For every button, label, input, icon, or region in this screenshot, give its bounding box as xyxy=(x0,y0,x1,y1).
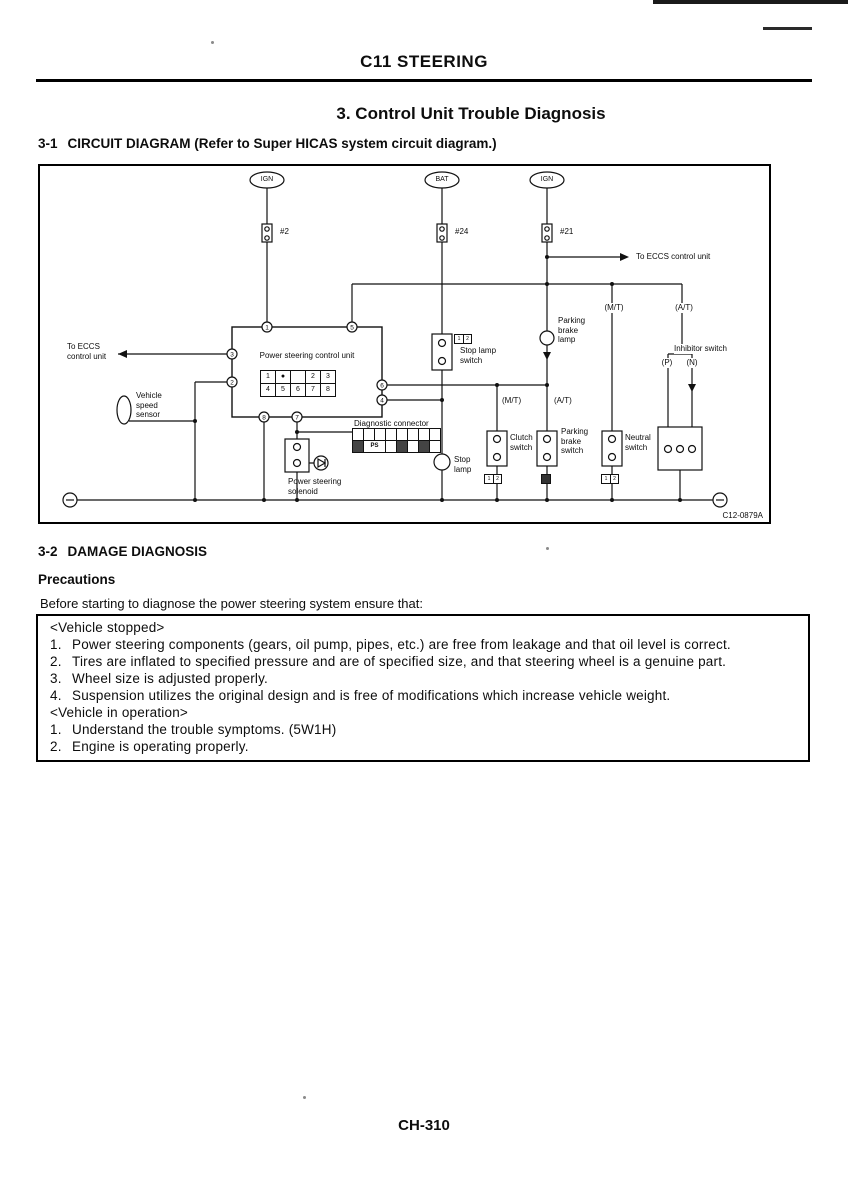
diagnostic-connector-cell xyxy=(419,441,430,453)
clutch-switch-label: Clutch switch xyxy=(510,433,533,452)
section-number: 3-2 xyxy=(38,544,58,559)
bat-label: BAT xyxy=(435,176,449,183)
svg-text:6: 6 xyxy=(380,382,384,390)
vehicle-speed-sensor-label: Vehicle speed sensor xyxy=(136,391,162,419)
connector-icon xyxy=(601,474,619,484)
list-item xyxy=(46,653,800,670)
item-text: Suspension utilizes the original design and is free of modifications which increase vehicle weight. xyxy=(72,688,671,703)
svg-text:7: 7 xyxy=(295,414,299,422)
fuse-label: #21 xyxy=(560,227,574,236)
scan-artifact xyxy=(763,27,812,30)
item-number: 1. xyxy=(50,637,62,652)
item-text: Power steering components (gears, oil pump, pipes, etc.) are free from leakage and that oil level is correct. xyxy=(72,637,731,652)
chapter-title: 3. Control Unit Trouble Diagnosis xyxy=(336,104,606,123)
to-eccs-right-label: To ECCS control unit xyxy=(636,252,711,261)
svg-text:4: 4 xyxy=(380,397,384,405)
circuit-wires-graphic xyxy=(40,166,769,522)
section-number: 3-1 xyxy=(38,136,58,151)
terminal-cell xyxy=(291,371,306,384)
svg-text:5: 5 xyxy=(350,324,354,332)
arrowheads xyxy=(118,253,696,392)
diagnostic-connector-cell xyxy=(353,429,364,441)
terminal-cell: 8 xyxy=(321,384,336,397)
diagnostic-connector-cell xyxy=(375,429,386,441)
to-eccs-left-label: To ECCS control unit xyxy=(67,342,107,361)
item-number: 3. xyxy=(50,671,62,686)
item-number: 2. xyxy=(50,654,62,669)
item-text: Engine is operating properly. xyxy=(72,739,249,754)
control-unit-label: Power steering control unit xyxy=(259,351,355,360)
mt-label: (M/T) xyxy=(596,303,632,313)
list-item xyxy=(46,738,800,755)
diagnostic-connector-cell xyxy=(419,429,430,441)
terminal-cell: 6 xyxy=(291,384,306,397)
item-number: 4. xyxy=(50,688,62,703)
inhibitor-p-label: (P) xyxy=(654,358,680,368)
precautions-heading: Precautions xyxy=(38,572,116,587)
diagnostic-connector-cell xyxy=(430,441,441,453)
terminal-cell: 3 xyxy=(321,371,336,384)
diagnostic-connector-cell xyxy=(353,441,364,453)
vehicle-speed-sensor-symbol xyxy=(117,396,131,424)
clutch-switch-symbol xyxy=(487,431,507,466)
diagnostic-connector-ps-cell: PS xyxy=(364,441,386,453)
mt-label: (M/T) xyxy=(502,396,522,405)
precautions-box xyxy=(36,614,810,762)
item-number: 1. xyxy=(50,722,62,737)
connector-pin: 2 xyxy=(493,475,501,483)
stop-lamp-switch-symbol xyxy=(432,334,452,370)
diagnostic-connector-cell xyxy=(386,429,397,441)
connector-icon xyxy=(454,334,472,344)
arrow-to-eccs-right xyxy=(620,253,629,261)
svg-text:1: 1 xyxy=(265,324,269,332)
section-heading-3-2 xyxy=(38,544,207,559)
item-text: Tires are inflated to specified pressure and are of specified size, and that steering wheel is a genuine part. xyxy=(72,654,727,669)
diagnostic-connector-cell xyxy=(408,429,419,441)
parking-brake-switch-label: Parking brake switch xyxy=(561,427,589,455)
page-header-title: C11 STEERING xyxy=(360,52,488,71)
item-text: Understand the trouble symptoms. (5W1H) xyxy=(72,722,337,737)
fuse-label: #24 xyxy=(455,227,469,236)
terminal-cell: ● xyxy=(276,371,291,384)
power-steering-solenoid-label: Power steering solenoid xyxy=(288,477,342,496)
scan-speck xyxy=(211,41,214,44)
fuse-label: #2 xyxy=(280,227,289,236)
parking-brake-lamp-symbol xyxy=(540,331,554,345)
section-title: CIRCUIT DIAGRAM (Refer to Super HICAS system circuit diagram.) xyxy=(67,136,497,151)
svg-text:3: 3 xyxy=(230,351,234,359)
circuit-diagram xyxy=(38,164,771,524)
arrow-to-eccs-left xyxy=(118,350,127,358)
scan-speck xyxy=(546,547,549,550)
diagnostic-connector-cell xyxy=(397,441,408,453)
group-title-vehicle-in-operation: <Vehicle in operation> xyxy=(50,705,189,720)
page-number: CH-310 xyxy=(398,1117,450,1134)
section-title: DAMAGE DIAGNOSIS xyxy=(67,544,208,559)
scan-speck xyxy=(303,1096,306,1099)
connector-pin: 2 xyxy=(610,475,618,483)
parking-brake-switch-symbol xyxy=(537,431,557,466)
diagnostic-connector-cell xyxy=(386,441,397,453)
header-rule xyxy=(36,79,812,82)
group-title-vehicle-stopped: <Vehicle stopped> xyxy=(50,620,165,635)
stop-lamp-switch-label: Stop lamp switch xyxy=(460,346,497,365)
neutral-switch-label: Neutral switch xyxy=(625,433,651,452)
inhibitor-n-label: (N) xyxy=(679,358,705,368)
connector-pin: 2 xyxy=(463,335,471,343)
at-label: (A/T) xyxy=(666,303,702,313)
connector-icon xyxy=(541,474,551,484)
terminal-cell: 4 xyxy=(261,384,276,397)
parking-brake-lamp-label: Parking brake lamp xyxy=(558,316,586,344)
svg-text:8: 8 xyxy=(262,414,266,422)
precautions-intro: Before starting to diagnose the power steering system ensure that: xyxy=(40,596,423,611)
diagnostic-connector xyxy=(352,428,441,453)
item-text: Wheel size is adjusted properly. xyxy=(72,671,268,686)
terminal-cell: 1 xyxy=(261,371,276,384)
connector-icon xyxy=(484,474,502,484)
inhibitor-switch-label: Inhibitor switch xyxy=(674,344,727,353)
diagnostic-connector-cell xyxy=(397,429,408,441)
list-item xyxy=(46,687,800,704)
item-number: 2. xyxy=(50,739,62,754)
diagnostic-connector-label: Diagnostic connector xyxy=(354,419,429,428)
section-heading-3-1 xyxy=(38,136,497,151)
diagnostic-connector-cell xyxy=(364,429,375,441)
connector-pin: 1 xyxy=(487,476,491,482)
arrow-parking-brake xyxy=(543,352,551,360)
diagnostic-connector-cell xyxy=(408,441,419,453)
list-item xyxy=(46,636,800,653)
terminal-cell: 7 xyxy=(306,384,321,397)
stop-lamp-symbol xyxy=(434,454,450,470)
neutral-switch-symbol xyxy=(602,431,622,466)
terminal-cell: 5 xyxy=(276,384,291,397)
connector-pin: 1 xyxy=(457,336,461,342)
list-item xyxy=(46,721,800,738)
svg-text:2: 2 xyxy=(230,379,234,387)
diagnostic-connector-cell xyxy=(430,429,441,441)
terminal-cell: 2 xyxy=(306,371,321,384)
ign-label: IGN xyxy=(540,176,554,183)
components xyxy=(63,172,727,507)
power-steering-solenoid-symbol xyxy=(285,439,328,472)
stop-lamp-label: Stop lamp xyxy=(454,455,472,474)
connector-pin: 1 xyxy=(604,476,608,482)
fuse-symbols xyxy=(262,224,552,242)
terminal-grid xyxy=(260,370,336,397)
list-item xyxy=(46,670,800,687)
scan-artifact xyxy=(653,0,848,4)
ign-label: IGN xyxy=(260,176,274,183)
at-label: (A/T) xyxy=(554,396,572,405)
arrow-inhibitor-n xyxy=(688,384,696,392)
inhibitor-switch-symbol xyxy=(658,427,702,470)
diagram-code: C12-0879A xyxy=(722,511,763,520)
